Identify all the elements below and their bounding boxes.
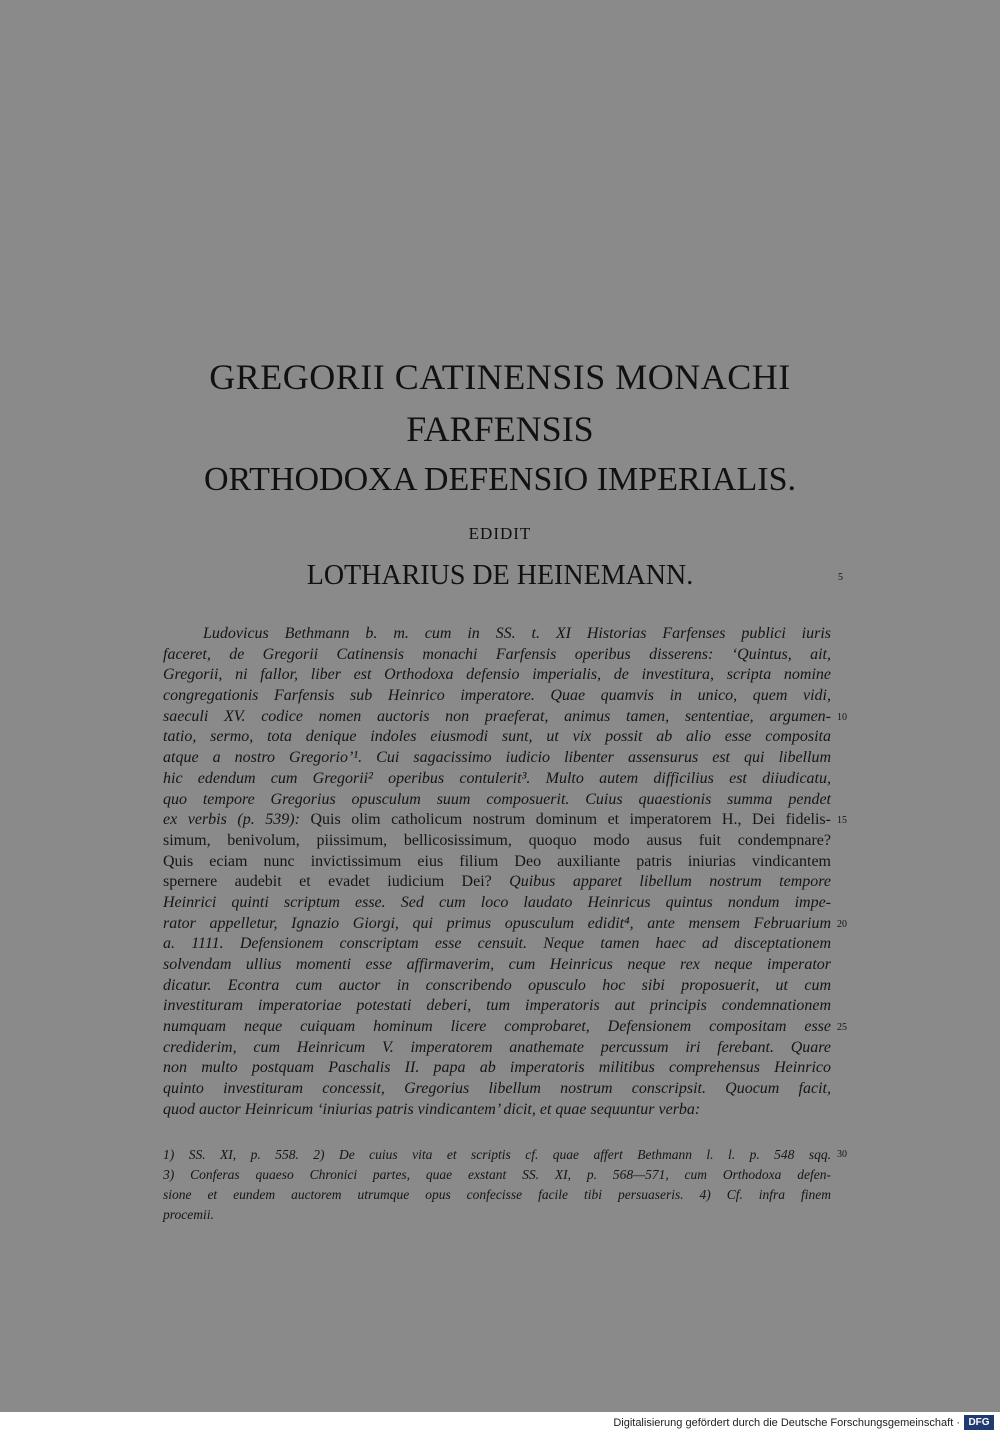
body-line: saeculi XV. codice nomen auctoris non praeferat, animus tamen, sententiae, argumen- xyxy=(163,707,831,725)
body-line: spernere audebit et evadet iudicium Dei? Quibus apparet libellum nostrum tempore xyxy=(163,873,831,891)
funding-notice: Digitalisierung gefördert durch die Deutsche Forschungsgemeinschaft · xyxy=(613,1417,960,1429)
editor-name: LOTHARIUS DE HEINEMANN. xyxy=(306,560,694,591)
line-number: 15 xyxy=(837,815,847,827)
footnote-line: 3) Conferas quaeso Chronici partes, quae exstant SS. XI, p. 568—571, cum Orthodoxa defen- xyxy=(163,1167,831,1182)
title-line-3: ORTHODOXA DEFENSIO IMPERIALIS. xyxy=(203,461,797,498)
body-line: numquam neque cuiquam hominum licere comprobaret, Defensionem compositam esse xyxy=(163,1018,831,1036)
body-line: Heinrici quinti scriptum esse. Sed cum loco laudato Heinricus quintus nondum impe- xyxy=(163,893,831,911)
footnote-line: sione et eundem auctorem utrumque opus confecisse facile tibi persuaseris. 4) Cf. infra finem xyxy=(163,1187,831,1202)
body-line: congregationis Farfensis sub Heinrico imperatore. Quae quamvis in unico, quem vidi, xyxy=(163,687,831,705)
footnote-line: 1) SS. XI, p. 558. 2) De cuius vita et scriptis cf. quae affert Bethmann l. l. p. 548 sqq. xyxy=(163,1147,831,1162)
line-number: 5 xyxy=(838,572,843,583)
footnotes xyxy=(163,1145,847,1225)
body-line: dicatur. Econtra cum auctor in conscribendo opusculo hoc sibi proposuerit, ut cum xyxy=(163,976,831,994)
line-number: 10 xyxy=(837,711,847,723)
body-line: Gregorii, ni fallor, liber est Orthodoxa defensio imperialis, de investitura, scripta nomine xyxy=(163,666,831,684)
body-text xyxy=(163,624,831,1121)
line-number: 20 xyxy=(837,918,847,930)
body-line: crediderim, cum Heinricum V. imperatorem anathemate percussum iri ferebant. Quare xyxy=(163,1038,831,1056)
body-line: non multo postquam Paschalis II. papa ab imperatoris militibus comprehensus Heinrico xyxy=(163,1059,831,1077)
body-line: tatio, sermo, tota denique indoles eiusmodi sunt, ut vix possit ab alio esse composita xyxy=(163,728,831,746)
body-line: Quis eciam nunc invictissimum eius filium Deo auxiliante patris iniurias vindicantem xyxy=(163,852,831,870)
body-line: Ludovicus Bethmann b. m. cum in SS. t. XI Historias Farfenses publici iuris xyxy=(203,625,831,642)
title-line-1: GREGORII CATINENSIS MONACHI xyxy=(209,357,791,397)
body-line: atque a nostro Gregorio’¹. Cui sagacissimo iudicio libenter assensurus est qui libellum xyxy=(163,749,831,767)
dfg-logo: DFG xyxy=(964,1415,994,1430)
title-line-2: FARFENSIS xyxy=(406,409,594,449)
body-line: rator appelletur, Ignazio Giorgi, qui primus opusculum edidit⁴, ante mensem Februarium xyxy=(163,914,831,932)
body-line: quo tempore Gregorius opusculum suum composuerit. Cuius quaestionis summa pendet xyxy=(163,790,831,808)
footnote-line: procemii. xyxy=(163,1207,214,1222)
body-line: quinto investituram concessit, Gregorius libellum nostrum conscripsit. Quocum facit, xyxy=(163,1080,831,1098)
body-line: quod auctor Heinricum ‘iniurias patris vindicantem’ dicit, et quae sequuntur verba: xyxy=(163,1100,701,1118)
line-number: 30 xyxy=(837,1149,847,1160)
body-line: a. 1111. Defensionem conscriptam esse censuit. Neque tamen haec ad disceptationem xyxy=(163,935,831,953)
line-number: 25 xyxy=(837,1022,847,1034)
edidit-label: EDIDIT xyxy=(468,524,532,543)
body-line: ex verbis (p. 539): Quis olim catholicum nostrum dominum et imperatorem H., Dei fidelis- xyxy=(163,811,831,829)
body-line: investituram imperatoriae potestati deberi, tum imperatoris aut principis condemnationem xyxy=(163,997,831,1015)
body-line: hic edendum cum Gregorii² operibus contulerit³. Multo autem difficilius est diiudicatu, xyxy=(163,769,831,787)
body-line: solvendam ullius momenti esse affirmaverim, cum Heinricus neque rex neque imperator xyxy=(163,956,831,973)
body-line: simum, benivolum, piissimum, bellicosissimum, quoquo modo ausus fuit condempnare? xyxy=(163,831,831,849)
body-line: faceret, de Gregorii Catinensis monachi Farfensis operibus disserens: ‘Quintus, ait, xyxy=(163,645,831,663)
